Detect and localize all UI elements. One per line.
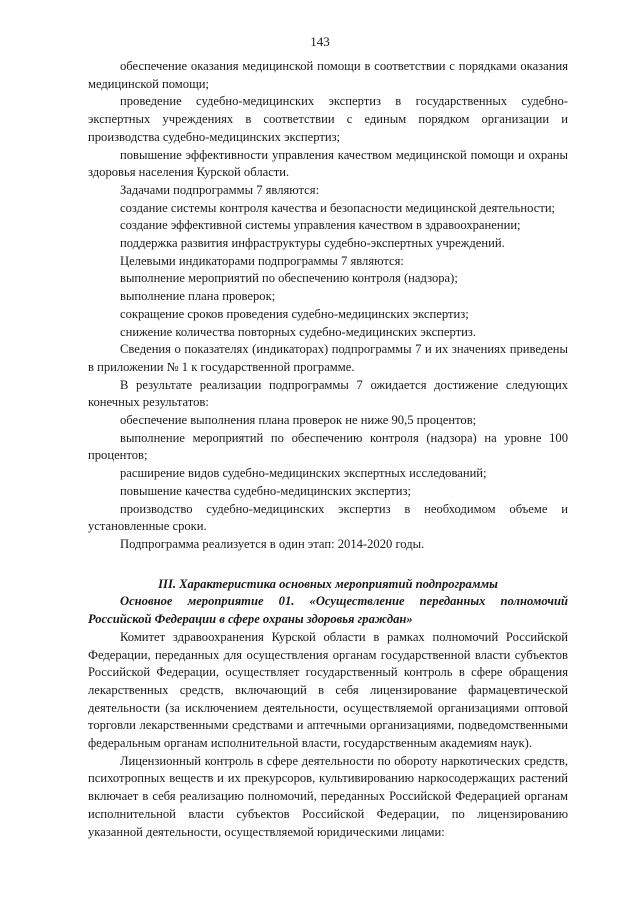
paragraph: снижение количества повторных судебно-медицинских экспертиз. — [120, 324, 476, 339]
paragraph: Лицензионный контроль в сфере деятельности по обороту наркотических средств, психотропных веществ и их прекурсоров, культивированию наркосодержащих растений включает в себя реализацию полномочий, переданных Российской Федерацией органам исполнительной власти субъектов Российской Федерации, по лицензированию указанной деятельности, осуществляемой юридическими лицами: — [88, 753, 568, 839]
paragraph: обеспечение оказания медицинской помощи в соответствии с порядками оказания медицинской помощи; — [88, 59, 568, 91]
page-number: 143 — [310, 34, 330, 49]
paragraph: сокращение сроков проведения судебно-медицинских экспертиз; — [120, 306, 469, 321]
paragraph: выполнение мероприятий по обеспечению контроля (надзора) на уровне 100 процентов; — [88, 430, 568, 463]
paragraph: Сведения о показателях (индикаторах) подпрограммы 7 и их значениях приведены в приложении № 1 к государственной программе. — [88, 342, 568, 374]
paragraph: создание эффективной системы управления качеством в здравоохранении; — [120, 218, 521, 233]
paragraph: Комитет здравоохранения Курской области в рамках полномочий Российской Федерации, переданных для осуществления органам государственной власти субъектов Российской Федерации, осуществляет государственный контроль в сфере обращения лекарственных средств, включающий в себя лицензирование фармацевтической деятельности (за исключением деятельности, осуществляемой организациями оптовой торговли лекарственными средствами и аптечными организациями, подведомственными федеральным органам исполнительной власти, государственным академиям наук). — [88, 629, 568, 751]
paragraph: Целевыми индикаторами подпрограммы 7 являются: — [120, 253, 404, 268]
paragraph: повышение качества судебно-медицинских экспертиз; — [120, 483, 412, 498]
subsection-heading: Основное мероприятие 01. «Осуществление переданных полномочий Российской Федерации в сфере охраны здоровья граждан» — [88, 594, 568, 627]
paragraph: поддержка развития инфраструктуры судебно-экспертных учреждений. — [120, 236, 505, 251]
paragraph: обеспечение выполнения плана проверок не ниже 90,5 процентов; — [120, 413, 477, 428]
section-heading: III. Характеристика основных мероприятий подпрограммы — [158, 576, 498, 591]
paragraph: создание системы контроля качества и безопасности медицинской деятельности; — [120, 200, 556, 215]
paragraph: производство судебно-медицинских экспертиз в необходимом объеме и установленные сроки. — [88, 501, 568, 534]
paragraph: выполнение мероприятий по обеспечению контроля (надзора); — [120, 271, 458, 286]
paragraph: выполнение плана проверок; — [120, 289, 276, 304]
paragraph: Подпрограмма реализуется в один этап: 2014-2020 годы. — [120, 536, 425, 551]
paragraph: расширение видов судебно-медицинских экспертных исследований; — [120, 466, 487, 481]
paragraph: Задачами подпрограммы 7 являются: — [120, 182, 320, 197]
document-body — [88, 58, 568, 841]
paragraph: В результате реализации подпрограммы 7 ожидается достижение следующих конечных результатов: — [88, 377, 568, 410]
paragraph: проведение судебно-медицинских экспертиз в государственных судебно-экспертных учреждениях в соответствии с единым порядком организации и производства судебно-медицинских экспертиз; — [88, 94, 568, 144]
paragraph: повышение эффективности управления качеством медицинской помощи и охраны здоровья населения Курской области. — [88, 147, 568, 180]
